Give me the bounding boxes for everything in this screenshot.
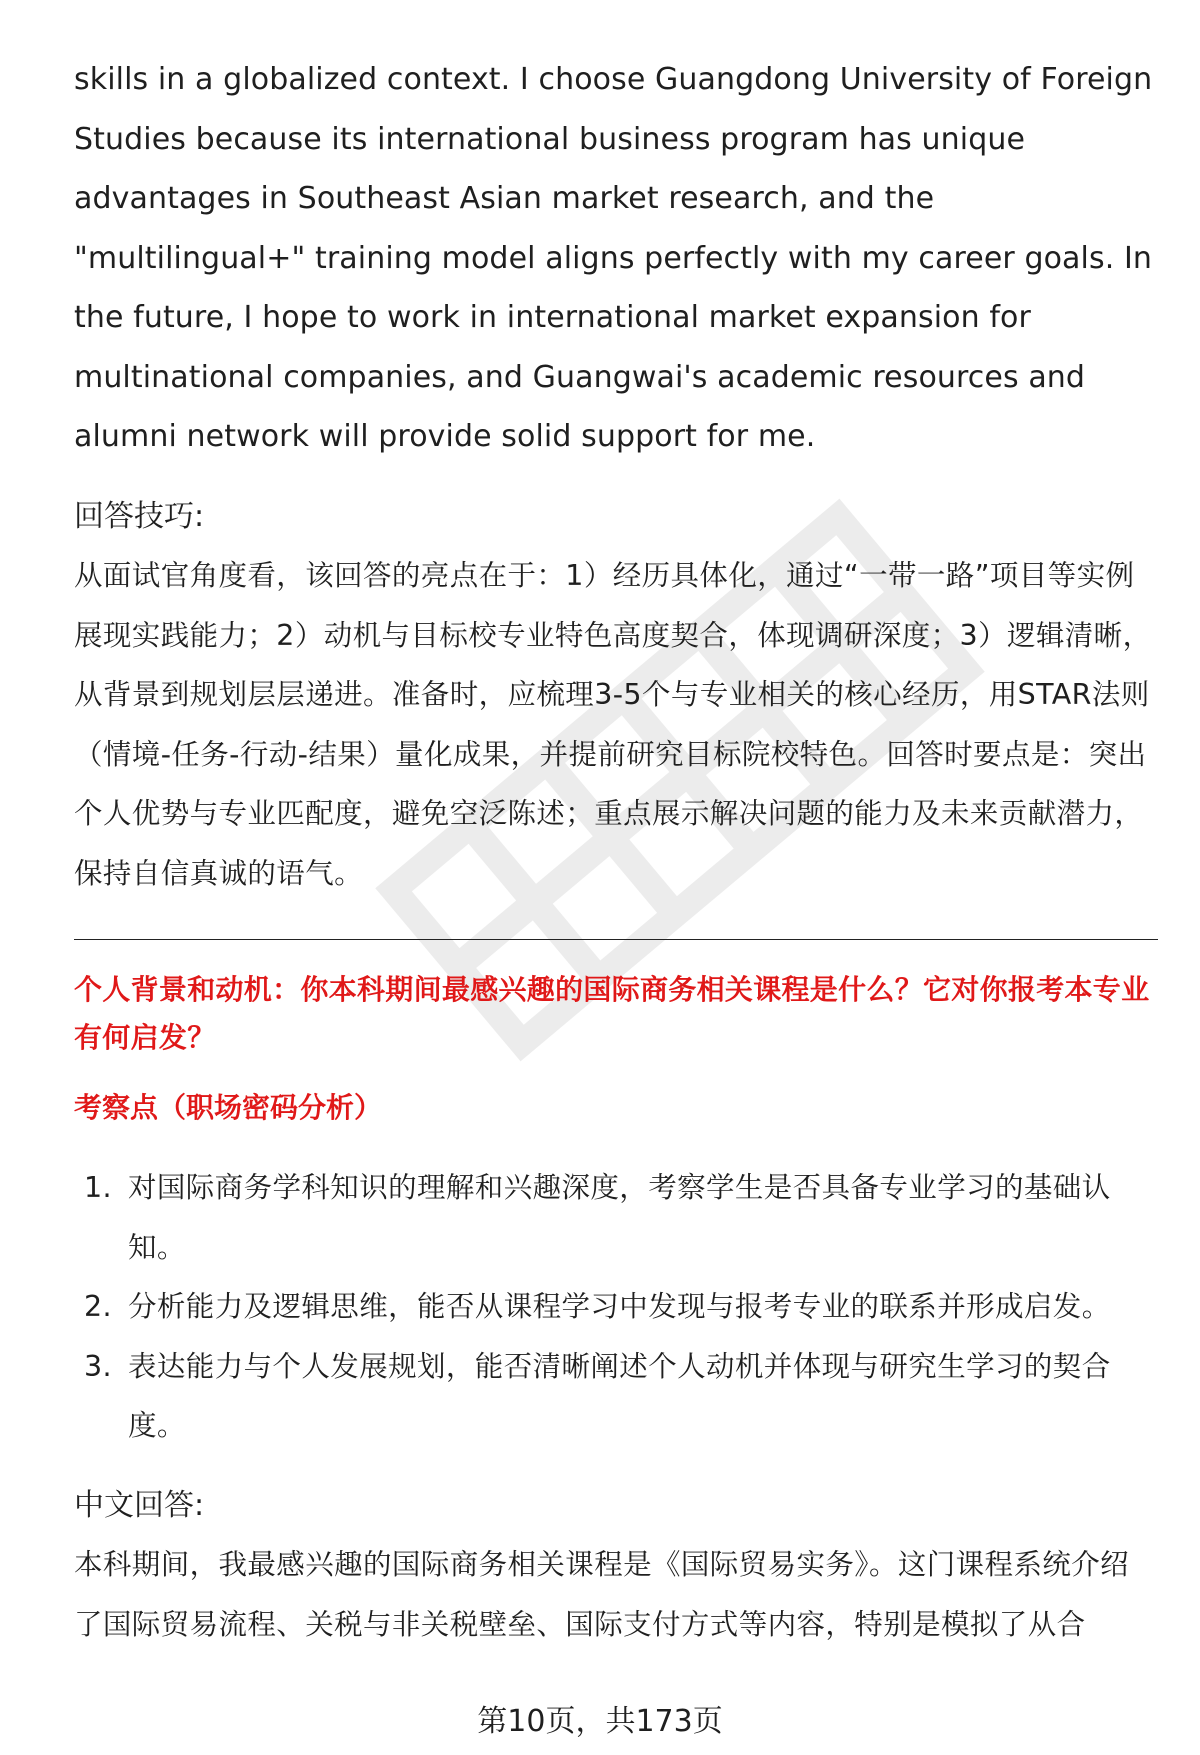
list-item-text: 分析能力及逻辑思维，能否从课程学习中发现与报考专业的联系并形成启发。 [128,1290,1111,1323]
list-item [74,1158,1154,1277]
list-item-number: 2. [84,1290,112,1323]
page-content [74,50,1154,1654]
chinese-answer-paragraph: 本科期间，我最感兴趣的国际商务相关课程是《国际贸易实务》。这门课程系统介绍了国际贸易流程、关税与非关税壁垒、国际支付方式等内容，特别是模拟了从合 [74,1548,1130,1641]
english-answer-paragraph: skills in a globalized context. I choose Guangdong University of Foreign Studies because its international business program has unique advantages in Southeast Asian market research, and the "multilingual+" training model aligns perfectly with my career goals. In the future, I hope to work in international market expansion for multinational companies, and Guangwai's academic resources and alumni network will provide solid support for me. [74,62,1153,454]
list-item [74,1277,1154,1337]
list-item-number: 3. [84,1349,112,1383]
list-item-text: 表达能力与个人发展规划，能否清晰阐述个人动机并体现与研究生学习的契合度。 [128,1349,1111,1442]
page-footer: 第10页，共173页 [477,1704,723,1739]
tips-label: 回答技巧: [74,498,205,534]
question-title: 个人背景和动机：你本科期间最感兴趣的国际商务相关课程是什么？它对你报考本专业有何启发？ [74,973,1150,1054]
list-item [74,1337,1154,1456]
analysis-points-list [74,1158,1154,1456]
chinese-answer-label: 中文回答: [74,1487,205,1523]
tips-paragraph: 从面试官角度看，该回答的亮点在于：1）经历具体化，通过“一带一路”项目等实例展现实践能力；2）动机与目标校专业特色高度契合，体现调研深度；3）逻辑清晰，从背景到规划层层递进。准备时，应梳理3-5个与专业相关的核心经历，用STAR法则（情境-任务-行动-结果）量化成果，并提前研究目标院校特色。回答时要点是：突出个人优势与专业匹配度，避免空泛陈述；重点展示解决问题的能力及未来贡献潜力，保持自信真诚的语气。 [74,559,1152,890]
list-item-text: 对国际商务学科知识的理解和兴趣深度，考察学生是否具备专业学习的基础认知。 [128,1171,1111,1264]
list-item-number: 1. [84,1171,112,1204]
analysis-subhead: 考察点（职场密码分析） [74,1091,383,1124]
